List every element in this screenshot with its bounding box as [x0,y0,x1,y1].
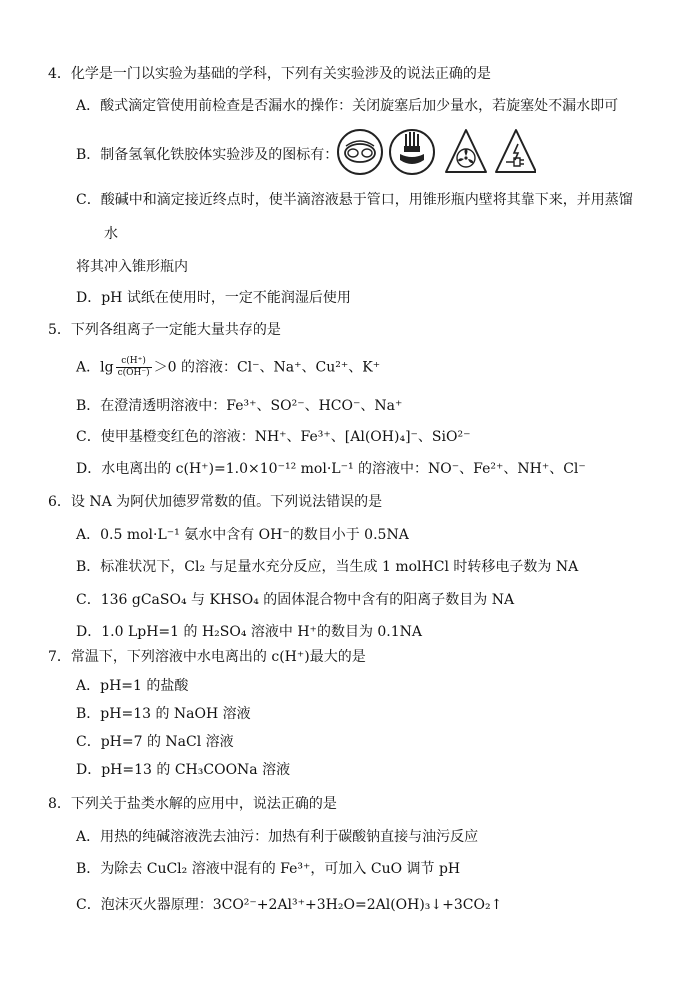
q4-option-c-line1: C．酸碱中和滴定接近终点时，使半滴溶液悬于管口，用锥形瓶内壁将其靠下来，并用蒸馏 [76,192,633,208]
q8-option-c: C．泡沫灭火器原理：3CO²⁻+2Al³⁺+3H₂O=2Al(OH)₃↓+3CO₂↑ [76,897,503,913]
fraction-numerator: c(H⁺) [116,356,152,368]
goggles-icon [338,130,382,174]
q5-option-a-prefix: A．lg [76,359,114,376]
q5-option-a-rest: ＞0 的溶液：Cl⁻、Na⁺、Cu²⁺、K⁺ [153,359,381,376]
q5-option-c: C．使甲基橙变红色的溶液：NH⁺、Fe³⁺、[Al(OH)₄]⁻、SiO²⁻ [76,429,471,445]
fraction-denominator: c(OH⁻) [117,368,150,378]
q5-option-b: B．在澄清透明溶液中：Fe³⁺、SO²⁻、HCO⁻、Na⁺ [76,398,403,414]
q6-option-d: D．1.0 LpH=1 的 H₂SO₄ 溶液中 H⁺的数目为 0.1NA [76,624,423,640]
q7-option-b: B．pH=13 的 NaOH 溶液 [76,706,251,722]
q6-option-a: A．0.5 mol·L⁻¹ 氨水中含有 OH⁻的数目小于 0.5NA [76,527,409,543]
q8-option-a: A．用热的纯碱溶液洗去油污：加热有利于碳酸钠直接与油污反应 [76,829,479,845]
q5-option-a [76,356,380,379]
q4-option-d: D．pH 试纸在使用时，一定不能润湿后使用 [76,290,351,306]
q8-stem: 8．下列关于盐类水解的应用中，说法正确的是 [48,796,337,812]
exhaust-fan-icon [446,130,486,172]
q4-stem: 4．化学是一门以实验为基础的学科，下列有关实验涉及的说法正确的是 [48,66,491,82]
safety-icons [336,126,536,178]
q7-option-c: C．pH=7 的 NaCl 溶液 [76,734,234,750]
q4-option-c-line3: 将其冲入锥形瓶内 [76,259,188,275]
q7-option-a: A．pH=1 的盐酸 [76,678,189,694]
q8-option-b: B．为除去 CuCl₂ 溶液中混有的 Fe³⁺，可加入 CuO 调节 pH [76,861,461,877]
q7-stem: 7．常温下，下列溶液中水电离出的 c(H⁺)最大的是 [48,649,366,665]
q4-option-b: B．制备氢氧化铁胶体实验涉及的图标有： [76,147,339,163]
q5-option-a-fraction [116,356,152,379]
q6-stem: 6．设 NA 为阿伏加德罗常数的值。下列说法错误的是 [48,494,383,510]
q5-option-d: D．水电离出的 c(H⁺)=1.0×10⁻¹² mol·L⁻¹ 的溶液中：NO⁻、Fe²⁺、NH⁺、Cl⁻ [76,461,586,477]
q4-option-c-line2: 水 [104,226,118,242]
q4-option-a: A．酸式滴定管使用前检查是否漏水的操作：关闭旋塞后加少量水，若旋塞处不漏水即可 [76,98,619,114]
q5-stem: 5．下列各组离子一定能大量共存的是 [48,322,281,338]
q6-option-b: B．标准状况下，Cl₂ 与足量水充分反应，当生成 1 molHCl 时转移电子数为 NA [76,559,579,575]
hot-surface-hand-icon [390,130,434,174]
electric-hazard-icon [496,130,536,172]
q6-option-c: C．136 gCaSO₄ 与 KHSO₄ 的固体混合物中含有的阳离子数目为 NA [76,592,515,608]
q7-option-d: D．pH=13 的 CH₃COONa 溶液 [76,762,291,778]
